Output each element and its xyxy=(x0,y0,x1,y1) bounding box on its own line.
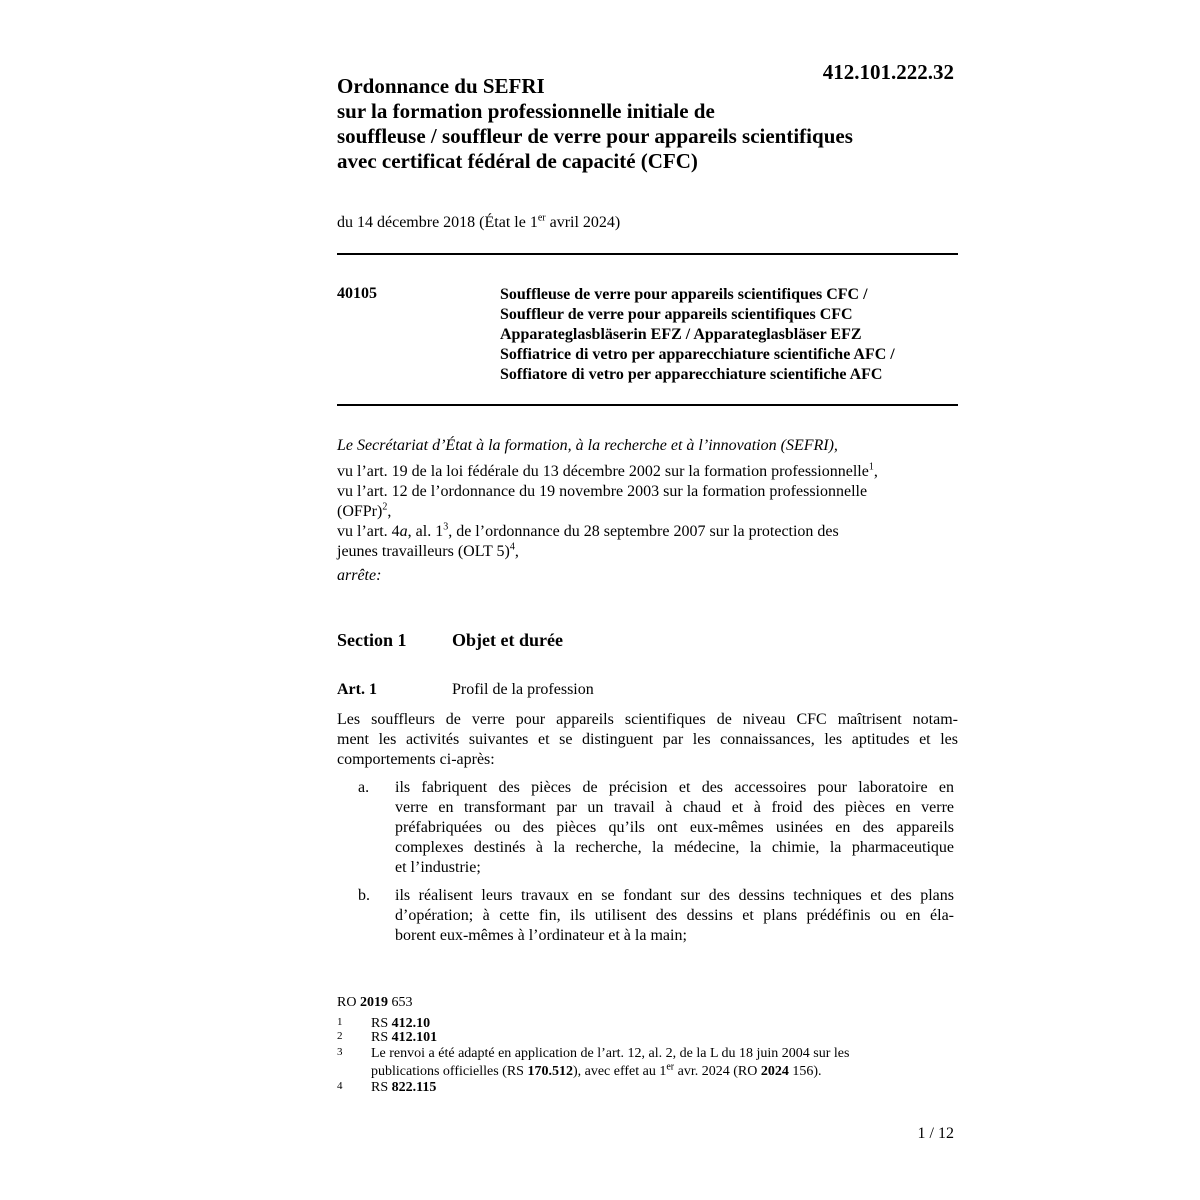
title-line: avec certificat fédéral de capacité (CFC) xyxy=(337,149,698,173)
title-line: Ordonnance du SEFRI xyxy=(337,74,545,98)
footnote-ref: 412.101 xyxy=(391,1030,438,1045)
preamble-text: , de l’ordonnance du 28 septembre 2007 sur la protection des xyxy=(448,523,839,540)
footnote-part: publications officielles (RS xyxy=(371,1064,528,1079)
profession-code: 40105 xyxy=(337,285,377,302)
footnote-text xyxy=(371,1082,436,1094)
ordinance-title xyxy=(337,74,937,174)
item-line: préfabriquées ou des pièces qu’ils ont eux-mêmes usinées en des appareils xyxy=(395,819,954,836)
preamble-line xyxy=(337,522,958,542)
profession-name: Souffleur de verre pour appareils scientifiques CFC xyxy=(500,306,853,323)
preamble-text: , xyxy=(514,543,519,560)
section-title: Objet et durée xyxy=(452,630,563,650)
item-line: ils réalisent leurs travaux en se fondant sur des dessins techniques et des plans xyxy=(395,887,954,904)
preamble xyxy=(337,436,958,586)
footnote-ref-link[interactable]: 3 xyxy=(443,521,449,533)
ordinance-date xyxy=(337,214,620,232)
ro-text: 653 xyxy=(387,995,413,1010)
item-line: d’opération; à cette fin, ils utilisent des dessins et plans prédéfinis ou en éla- xyxy=(395,907,954,924)
profession-name: Apparateglasbläserin EFZ / Apparateglasbläser EFZ xyxy=(500,326,862,343)
profession-name: Soffiatrice di vetro per apparecchiature scientifiche AFC / xyxy=(500,346,895,363)
article-title: Profil de la profession xyxy=(452,681,594,698)
preamble-line xyxy=(337,502,958,522)
preamble-text: , xyxy=(873,463,878,480)
article-label: Art. 1 xyxy=(337,681,377,698)
footnote-year: 2024 xyxy=(760,1064,789,1079)
profession-names xyxy=(500,285,895,385)
footnote-prefix: RS xyxy=(371,1080,392,1095)
preamble-text: , xyxy=(387,503,392,520)
preamble-line: vu l’art. 12 de l’ordonnance du 19 novembre 2003 sur la formation professionnelle xyxy=(337,483,868,500)
item-line: complexes destinés à la recherche, la médecine, la chimie, la pharmaceutique xyxy=(395,839,954,856)
footnote-part: avr. 2024 (RO xyxy=(674,1064,761,1079)
footnote-text xyxy=(371,1061,822,1079)
footnote-part: ), avec effet au 1 xyxy=(572,1064,667,1079)
date-prefix: du 14 décembre 2018 (État le 1 xyxy=(337,214,538,231)
preamble-text: vu l’art. 19 de la loi fédérale du 13 décembre 2002 sur la formation professionnelle xyxy=(337,463,869,480)
ro-reference xyxy=(337,995,412,1011)
date-superscript: er xyxy=(537,212,546,224)
footnote-superscript: er xyxy=(666,1061,675,1073)
item-line: verre en transformant par un travail à chaud et à froid des pièces en verre xyxy=(395,799,954,816)
preamble-text: jeunes travailleurs (OLT 5) xyxy=(337,543,510,560)
profession-name: Souffleuse de verre pour appareils scientifiques CFC / xyxy=(500,286,868,303)
footnote-number: 1 xyxy=(337,1016,343,1028)
date-suffix: avril 2024) xyxy=(545,214,621,231)
footnote-ref: 170.512 xyxy=(527,1064,573,1079)
preamble-line xyxy=(337,542,958,562)
preamble-text: vu l’art. 4 xyxy=(337,523,400,540)
body-line: Les souffleurs de verre pour appareils scientifiques de niveau CFC maîtrisent notam- xyxy=(337,711,958,728)
list-item-label: a. xyxy=(358,779,370,796)
preamble-intro: Le Secrétariat d’État à la formation, à la recherche et à l’innovation (SEFRI), xyxy=(337,437,838,454)
divider-bottom xyxy=(337,404,958,406)
article-intro xyxy=(337,710,958,770)
body-line: ment les activités suivantes et se distinguent par les connaissances, les aptitudes et les xyxy=(337,731,958,748)
rs-number: 412.101.222.32 xyxy=(822,60,954,84)
profession-name: Soffiatore di vetro per apparecchiature scientifiche AFC xyxy=(500,366,883,383)
section-label: Section 1 xyxy=(337,630,407,650)
divider-top xyxy=(337,253,958,255)
footnote-ref-link[interactable]: 1 xyxy=(868,461,874,473)
ro-year: 2019 xyxy=(359,995,388,1010)
preamble-text: , al. 1 xyxy=(407,523,444,540)
list-item-text xyxy=(395,886,954,946)
article-heading xyxy=(337,681,594,699)
footnote-number: 4 xyxy=(337,1080,343,1092)
item-line: et l’industrie; xyxy=(395,859,481,876)
item-line: borent eux-mêmes à l’ordinateur et à la main; xyxy=(395,927,687,944)
title-line: sur la formation professionnelle initiale de xyxy=(337,99,715,123)
ro-text: RO xyxy=(337,995,360,1010)
footnote-text: Le renvoi a été adapté en application de l’art. 12, al. 2, de la L du 18 juin 2004 sur les xyxy=(371,1046,850,1061)
preamble-text: a xyxy=(399,523,408,540)
item-line: ils fabriquent des pièces de précision et des accessoires pour laboratoire en xyxy=(395,779,954,796)
list-item-label: b. xyxy=(358,887,370,904)
footnote-ref: 822.115 xyxy=(391,1080,437,1095)
page-number: 1 / 12 xyxy=(917,1125,954,1142)
footnote-ref-link[interactable]: 2 xyxy=(382,501,388,513)
footnote-part: 156). xyxy=(788,1064,822,1079)
section-heading xyxy=(337,630,563,651)
footnote-prefix: RS xyxy=(371,1016,392,1031)
footnote-ref: 412.10 xyxy=(391,1016,431,1031)
preamble-line xyxy=(337,462,958,482)
list-item-text xyxy=(395,778,954,878)
title-line: souffleuse / souffleur de verre pour appareils scientifiques xyxy=(337,124,853,148)
footnote-text xyxy=(371,1032,437,1044)
footnote-number: 3 xyxy=(337,1046,343,1058)
footnote-prefix: RS xyxy=(371,1030,392,1045)
footnote-number: 2 xyxy=(337,1030,343,1042)
document-page xyxy=(337,0,958,1200)
footnote-text xyxy=(371,1018,430,1030)
preamble-text: (OFPr) xyxy=(337,503,383,520)
preamble-decree: arrête: xyxy=(337,567,382,584)
footnote-ref-link[interactable]: 4 xyxy=(509,541,515,553)
body-line: comportements ci-après: xyxy=(337,751,495,768)
